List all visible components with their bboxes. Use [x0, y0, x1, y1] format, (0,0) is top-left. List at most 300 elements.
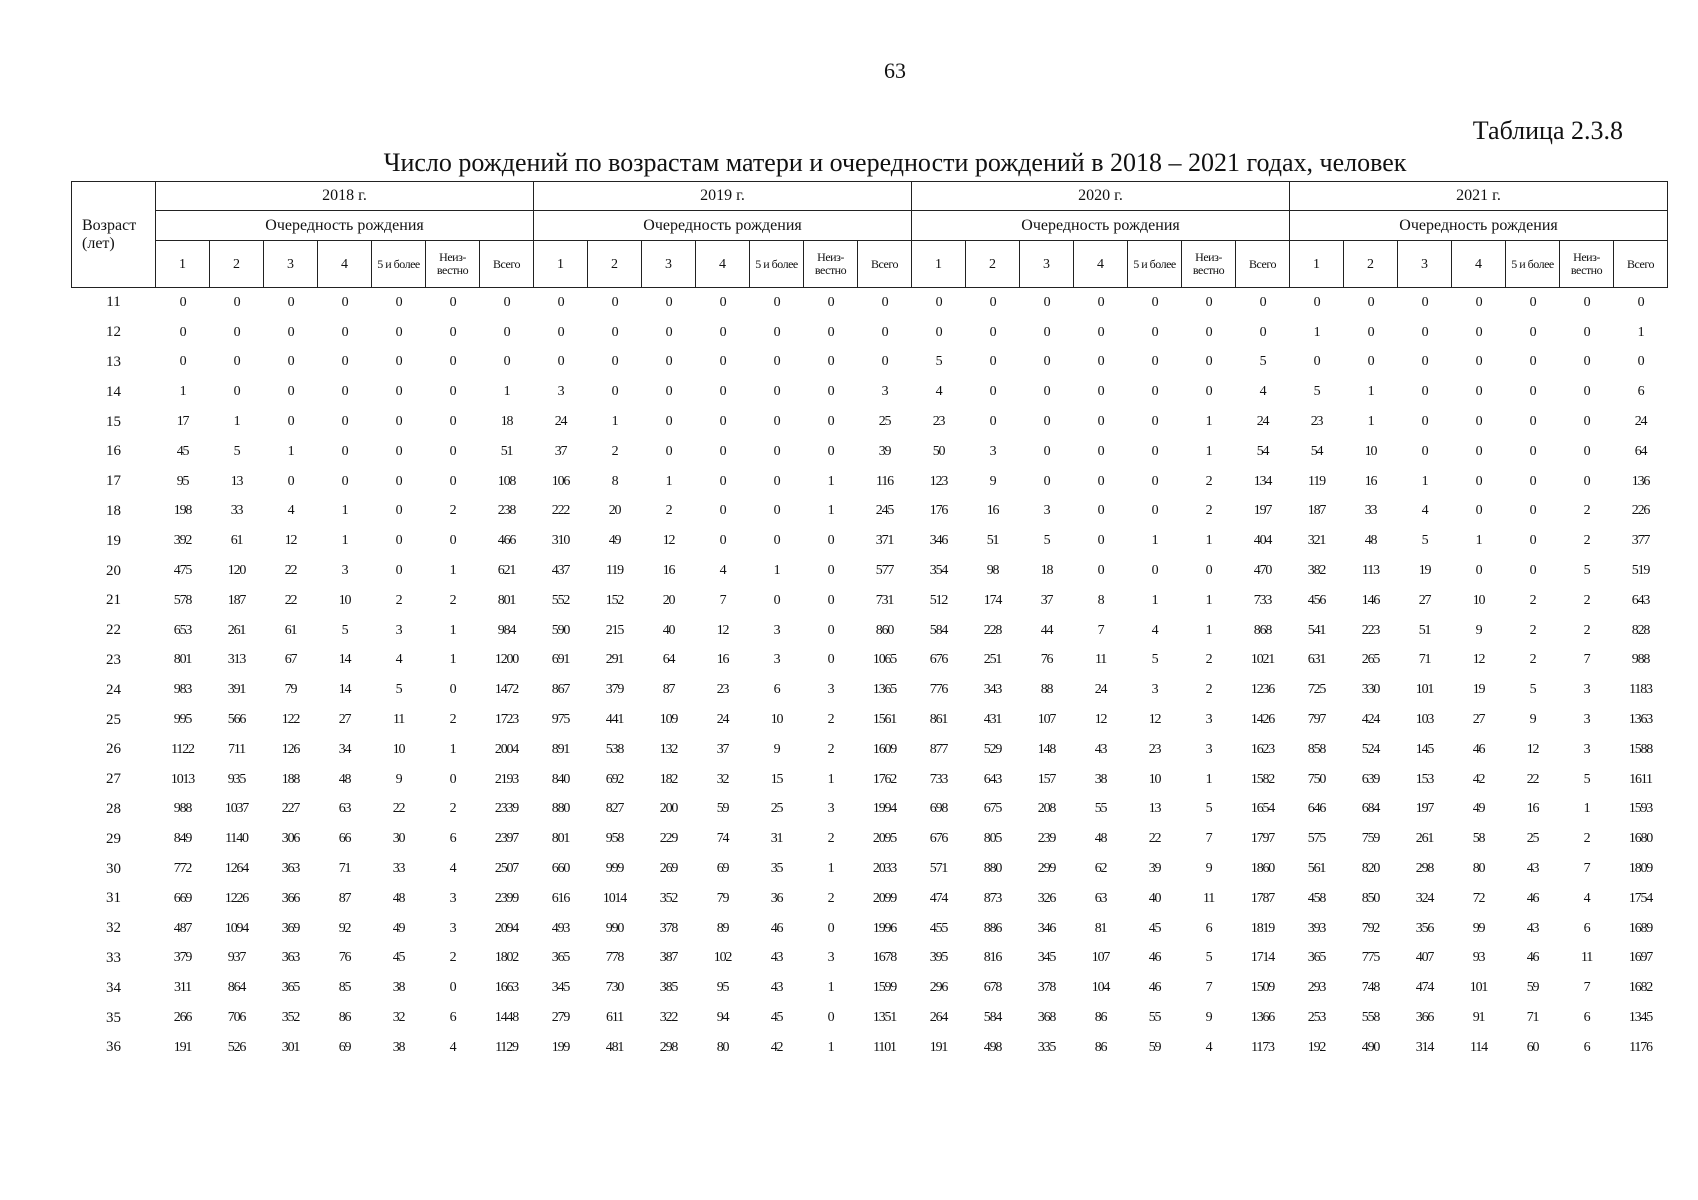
value-cell: 293 [1307, 980, 1326, 996]
value-cell: 20 [608, 503, 621, 519]
value-cell: 0 [287, 414, 294, 430]
value-cell: 62 [1094, 861, 1107, 877]
table-row [72, 318, 1668, 348]
value-cell: 0 [1583, 294, 1590, 310]
value-cell: 1663 [494, 980, 519, 996]
value-cell: 0 [719, 294, 726, 310]
value-cell: 215 [605, 622, 624, 638]
value-cell: 643 [1631, 592, 1650, 608]
value-cell: 188 [281, 771, 300, 787]
age-cell: 14 [106, 383, 121, 400]
value-cell: 0 [989, 354, 996, 370]
value-cell: 71 [1418, 652, 1431, 668]
value-cell: 566 [227, 712, 246, 728]
value-cell: 2 [827, 712, 834, 728]
value-cell: 0 [773, 443, 780, 459]
value-cell: 988 [173, 801, 192, 817]
value-cell: 49 [1472, 801, 1485, 817]
value-cell: 191 [173, 1039, 192, 1055]
value-cell: 66 [338, 831, 351, 847]
value-cell: 730 [605, 980, 624, 996]
value-cell: 1366 [1250, 1010, 1275, 1026]
value-cell: 577 [875, 563, 894, 579]
value-cell: 4 [449, 1039, 456, 1055]
value-cell: 487 [173, 920, 192, 936]
value-cell: 0 [827, 622, 834, 638]
age-cell: 25 [106, 711, 121, 728]
value-cell: 324 [1415, 890, 1434, 906]
value-cell: 0 [1097, 443, 1104, 459]
value-cell: 1 [1637, 324, 1644, 340]
value-cell: 0 [1421, 414, 1428, 430]
value-cell: 34 [338, 741, 351, 757]
subheader-cell: Всего [480, 241, 534, 288]
value-cell: 437 [551, 563, 570, 579]
subheader-cell: 3 [642, 241, 696, 288]
value-cell: 0 [449, 443, 456, 459]
value-cell: 365 [1307, 950, 1326, 966]
subheader-cell: 5 и более [1506, 241, 1560, 288]
value-cell: 116 [876, 473, 893, 489]
value-cell: 0 [773, 414, 780, 430]
value-cell: 0 [1583, 443, 1590, 459]
table-row [72, 526, 1668, 556]
table-row [72, 497, 1668, 527]
value-cell: 1609 [872, 741, 897, 757]
value-cell: 1797 [1250, 831, 1275, 847]
value-cell: 11 [1580, 950, 1593, 966]
subheader-cell: 2 [588, 241, 642, 288]
subheader-cell: 4 [1074, 241, 1128, 288]
value-cell: 0 [341, 473, 348, 489]
value-cell: 1173 [1251, 1039, 1274, 1055]
value-cell: 11 [1094, 652, 1107, 668]
value-cell: 5 [1259, 354, 1266, 370]
value-cell: 0 [287, 473, 294, 489]
table-row [72, 646, 1668, 676]
value-cell: 1065 [872, 652, 897, 668]
value-cell: 733 [929, 771, 948, 787]
value-cell: 43 [770, 950, 783, 966]
value-cell: 684 [1361, 801, 1380, 817]
value-cell: 132 [659, 741, 678, 757]
value-cell: 103 [1415, 712, 1434, 728]
value-cell: 1 [1205, 443, 1212, 459]
value-cell: 0 [1313, 354, 1320, 370]
value-cell: 174 [983, 592, 1002, 608]
value-cell: 2094 [494, 920, 519, 936]
value-cell: 7 [1583, 980, 1590, 996]
value-cell: 387 [659, 950, 678, 966]
value-cell: 0 [1313, 294, 1320, 310]
value-cell: 379 [173, 950, 192, 966]
value-cell: 2 [827, 831, 834, 847]
value-cell: 226 [1631, 503, 1650, 519]
value-cell: 0 [1151, 324, 1158, 340]
value-cell: 343 [983, 682, 1002, 698]
age-cell: 34 [106, 979, 121, 996]
value-cell: 2 [1583, 831, 1590, 847]
subheader-cell: Неиз-вестно [1560, 241, 1614, 288]
value-cell: 0 [341, 443, 348, 459]
value-cell: 4 [1421, 503, 1428, 519]
value-cell: 475 [173, 563, 192, 579]
value-cell: 0 [395, 324, 402, 340]
value-cell: 611 [606, 1010, 623, 1026]
value-cell: 51 [986, 533, 999, 549]
value-cell: 0 [1259, 294, 1266, 310]
value-cell: 776 [929, 682, 948, 698]
value-cell: 311 [174, 980, 191, 996]
value-cell: 1 [449, 741, 456, 757]
value-cell: 3 [773, 652, 780, 668]
table-row [72, 705, 1668, 735]
value-cell: 0 [1097, 563, 1104, 579]
value-cell: 0 [395, 294, 402, 310]
value-cell: 639 [1361, 771, 1380, 787]
table-row [72, 437, 1668, 467]
value-cell: 0 [1205, 384, 1212, 400]
value-cell: 43 [1526, 920, 1539, 936]
value-cell: 10 [1364, 443, 1377, 459]
year-header: 2018 г. [156, 182, 534, 211]
value-cell: 983 [173, 682, 192, 698]
value-cell: 182 [659, 771, 678, 787]
value-cell: 198 [173, 503, 192, 519]
value-cell: 392 [173, 533, 192, 549]
value-cell: 474 [929, 890, 948, 906]
value-cell: 95 [716, 980, 729, 996]
value-cell: 1802 [494, 950, 519, 966]
value-cell: 1762 [872, 771, 897, 787]
value-cell: 1 [1367, 384, 1374, 400]
year-header: 2020 г. [912, 182, 1290, 211]
value-cell: 1226 [224, 890, 249, 906]
subheader-cell: 3 [264, 241, 318, 288]
value-cell: 3 [1151, 682, 1158, 698]
value-cell: 1 [341, 503, 348, 519]
value-cell: 393 [1307, 920, 1326, 936]
value-cell: 0 [1097, 354, 1104, 370]
value-cell: 1122 [171, 741, 194, 757]
value-cell: 228 [983, 622, 1002, 638]
value-cell: 22 [1148, 831, 1161, 847]
value-cell: 0 [1529, 384, 1536, 400]
table-row [72, 288, 1668, 318]
value-cell: 0 [1043, 324, 1050, 340]
value-cell: 3 [449, 890, 456, 906]
value-cell: 0 [773, 324, 780, 340]
value-cell: 1 [827, 473, 834, 489]
value-cell: 0 [1043, 354, 1050, 370]
value-cell: 261 [227, 622, 246, 638]
value-cell: 0 [1205, 563, 1212, 579]
value-cell: 7 [1205, 831, 1212, 847]
value-cell: 792 [1361, 920, 1380, 936]
value-cell: 2399 [494, 890, 519, 906]
value-cell: 0 [611, 384, 618, 400]
birth-order-header: Очередность рождения [1290, 211, 1668, 241]
value-cell: 48 [1364, 533, 1377, 549]
value-cell: 13 [230, 473, 243, 489]
value-cell: 0 [449, 324, 456, 340]
value-cell: 1448 [494, 1010, 519, 1026]
value-cell: 0 [1475, 503, 1482, 519]
value-cell: 0 [395, 384, 402, 400]
table-row [72, 467, 1668, 497]
age-cell: 18 [106, 502, 121, 519]
value-cell: 37 [554, 443, 567, 459]
value-cell: 880 [551, 801, 570, 817]
value-cell: 2 [827, 890, 834, 906]
value-cell: 4 [395, 652, 402, 668]
value-cell: 2 [1583, 533, 1590, 549]
value-cell: 23 [716, 682, 729, 698]
value-cell: 4 [719, 563, 726, 579]
value-cell: 1 [341, 533, 348, 549]
value-cell: 0 [773, 354, 780, 370]
value-cell: 0 [827, 1010, 834, 1026]
value-cell: 816 [983, 950, 1002, 966]
value-cell: 669 [173, 890, 192, 906]
value-cell: 858 [1307, 741, 1326, 757]
value-cell: 424 [1361, 712, 1380, 728]
value-cell: 134 [1253, 473, 1272, 489]
value-cell: 5 [1421, 533, 1428, 549]
value-cell: 69 [338, 1039, 351, 1055]
value-cell: 1365 [872, 682, 897, 698]
value-cell: 371 [875, 533, 894, 549]
value-cell: 239 [1037, 831, 1056, 847]
value-cell: 301 [281, 1039, 300, 1055]
age-cell: 36 [106, 1039, 121, 1056]
value-cell: 64 [662, 652, 675, 668]
value-cell: 38 [392, 1039, 405, 1055]
value-cell: 12 [662, 533, 675, 549]
value-cell: 38 [1094, 771, 1107, 787]
value-cell: 9 [773, 741, 780, 757]
value-cell: 3 [1043, 503, 1050, 519]
value-cell: 42 [1472, 771, 1485, 787]
value-cell: 187 [227, 592, 246, 608]
value-cell: 4 [1205, 1039, 1212, 1055]
value-cell: 0 [665, 414, 672, 430]
value-cell: 49 [392, 920, 405, 936]
value-cell: 37 [1040, 592, 1053, 608]
value-cell: 9 [1205, 861, 1212, 877]
value-cell: 71 [1526, 1010, 1539, 1026]
value-cell: 369 [281, 920, 300, 936]
value-cell: 0 [773, 503, 780, 519]
value-cell: 2 [1529, 622, 1536, 638]
value-cell: 1 [1421, 473, 1428, 489]
value-cell: 0 [503, 324, 510, 340]
value-cell: 17 [176, 414, 189, 430]
value-cell: 0 [1097, 294, 1104, 310]
value-cell: 16 [1364, 473, 1377, 489]
value-cell: 291 [605, 652, 624, 668]
value-cell: 59 [716, 801, 729, 817]
value-cell: 0 [503, 294, 510, 310]
value-cell: 385 [659, 980, 678, 996]
value-cell: 153 [1415, 771, 1434, 787]
value-cell: 7 [1205, 980, 1212, 996]
table-row [72, 616, 1668, 646]
value-cell: 827 [605, 801, 624, 817]
value-cell: 1101 [873, 1039, 896, 1055]
value-cell: 2 [1529, 652, 1536, 668]
value-cell: 1723 [494, 712, 519, 728]
value-cell: 2397 [494, 831, 519, 847]
table-header [72, 182, 1668, 288]
value-cell: 20 [662, 592, 675, 608]
value-cell: 16 [662, 563, 675, 579]
value-cell: 1697 [1628, 950, 1653, 966]
value-cell: 0 [881, 294, 888, 310]
value-cell: 2 [1205, 503, 1212, 519]
value-cell: 61 [284, 622, 297, 638]
value-cell: 119 [1308, 473, 1325, 489]
value-cell: 0 [557, 294, 564, 310]
value-cell: 346 [1037, 920, 1056, 936]
value-cell: 0 [611, 354, 618, 370]
value-cell: 0 [773, 592, 780, 608]
value-cell: 0 [827, 294, 834, 310]
value-cell: 2033 [872, 861, 897, 877]
value-cell: 1787 [1250, 890, 1275, 906]
table-row [72, 377, 1668, 407]
value-cell: 676 [929, 831, 948, 847]
value-cell: 0 [989, 294, 996, 310]
value-cell: 48 [1094, 831, 1107, 847]
year-header: 2021 г. [1290, 182, 1668, 211]
value-cell: 1 [179, 384, 186, 400]
value-cell: 86 [1094, 1010, 1107, 1026]
subheader-cell: 5 и более [1128, 241, 1182, 288]
age-cell: 16 [106, 443, 121, 460]
value-cell: 67 [284, 652, 297, 668]
value-cell: 40 [1148, 890, 1161, 906]
value-cell: 85 [338, 980, 351, 996]
value-cell: 356 [1415, 920, 1434, 936]
subheader-cell: 4 [696, 241, 750, 288]
value-cell: 61 [230, 533, 243, 549]
value-cell: 864 [227, 980, 246, 996]
age-cell: 24 [106, 681, 121, 698]
value-cell: 80 [716, 1039, 729, 1055]
value-cell: 0 [449, 533, 456, 549]
value-cell: 493 [551, 920, 570, 936]
value-cell: 0 [179, 294, 186, 310]
value-cell: 0 [1529, 503, 1536, 519]
value-cell: 0 [557, 354, 564, 370]
value-cell: 0 [1151, 414, 1158, 430]
age-cell: 31 [106, 890, 121, 907]
value-cell: 51 [500, 443, 513, 459]
page-number: 63 [884, 58, 906, 83]
subheader-cell: Всего [1236, 241, 1290, 288]
value-cell: 74 [716, 831, 729, 847]
value-cell: 192 [1307, 1039, 1326, 1055]
value-cell: 98 [986, 563, 999, 579]
value-cell: 91 [1472, 1010, 1485, 1026]
age-cell: 30 [106, 860, 121, 877]
value-cell: 880 [983, 861, 1002, 877]
value-cell: 22 [392, 801, 405, 817]
value-cell: 1426 [1250, 712, 1275, 728]
value-cell: 0 [341, 384, 348, 400]
value-cell: 0 [395, 414, 402, 430]
subheader-cell: 5 и более [372, 241, 426, 288]
value-cell: 1 [611, 414, 618, 430]
value-cell: 298 [1415, 861, 1434, 877]
table-title: Число рождений по возрастам матери и очередности рождений в 2018 – 2021 годах, человек [383, 148, 1407, 177]
value-cell: 76 [1040, 652, 1053, 668]
table-row [72, 765, 1668, 795]
value-cell: 32 [716, 771, 729, 787]
value-cell: 0 [1637, 294, 1644, 310]
value-cell: 0 [395, 563, 402, 579]
value-cell: 407 [1415, 950, 1434, 966]
value-cell: 861 [929, 712, 948, 728]
value-cell: 345 [551, 980, 570, 996]
value-cell: 0 [773, 294, 780, 310]
value-cell: 0 [1043, 443, 1050, 459]
value-cell: 801 [497, 592, 516, 608]
value-cell: 552 [551, 592, 570, 608]
value-cell: 152 [605, 592, 624, 608]
value-cell: 377 [1631, 533, 1650, 549]
value-cell: 0 [1583, 354, 1590, 370]
value-cell: 455 [929, 920, 948, 936]
value-cell: 5 [1583, 563, 1590, 579]
value-cell: 1176 [1629, 1039, 1652, 1055]
value-cell: 0 [449, 384, 456, 400]
value-cell: 46 [1148, 980, 1161, 996]
value-cell: 10 [770, 712, 783, 728]
value-cell: 0 [1421, 384, 1428, 400]
value-cell: 0 [827, 592, 834, 608]
value-cell: 251 [983, 652, 1002, 668]
value-cell: 0 [1097, 414, 1104, 430]
value-cell: 363 [281, 950, 300, 966]
value-cell: 7 [1097, 622, 1104, 638]
value-cell: 748 [1361, 980, 1380, 996]
value-cell: 4 [287, 503, 294, 519]
value-cell: 975 [551, 712, 570, 728]
value-cell: 0 [1151, 354, 1158, 370]
value-cell: 1129 [495, 1039, 518, 1055]
value-cell: 44 [1040, 622, 1053, 638]
value-cell: 187 [1307, 503, 1326, 519]
value-cell: 2 [611, 443, 618, 459]
value-cell: 3 [1205, 741, 1212, 757]
value-cell: 0 [395, 443, 402, 459]
value-cell: 1351 [872, 1010, 897, 1026]
value-cell: 643 [983, 771, 1002, 787]
value-cell: 208 [1037, 801, 1056, 817]
value-cell: 1183 [1629, 682, 1652, 698]
value-cell: 1 [1205, 533, 1212, 549]
value-cell: 108 [497, 473, 516, 489]
value-cell: 1 [1205, 622, 1212, 638]
value-cell: 365 [551, 950, 570, 966]
value-cell: 25 [770, 801, 783, 817]
value-cell: 481 [605, 1039, 624, 1055]
value-cell: 4 [1583, 890, 1590, 906]
value-cell: 1 [1151, 533, 1158, 549]
value-cell: 14 [338, 652, 351, 668]
